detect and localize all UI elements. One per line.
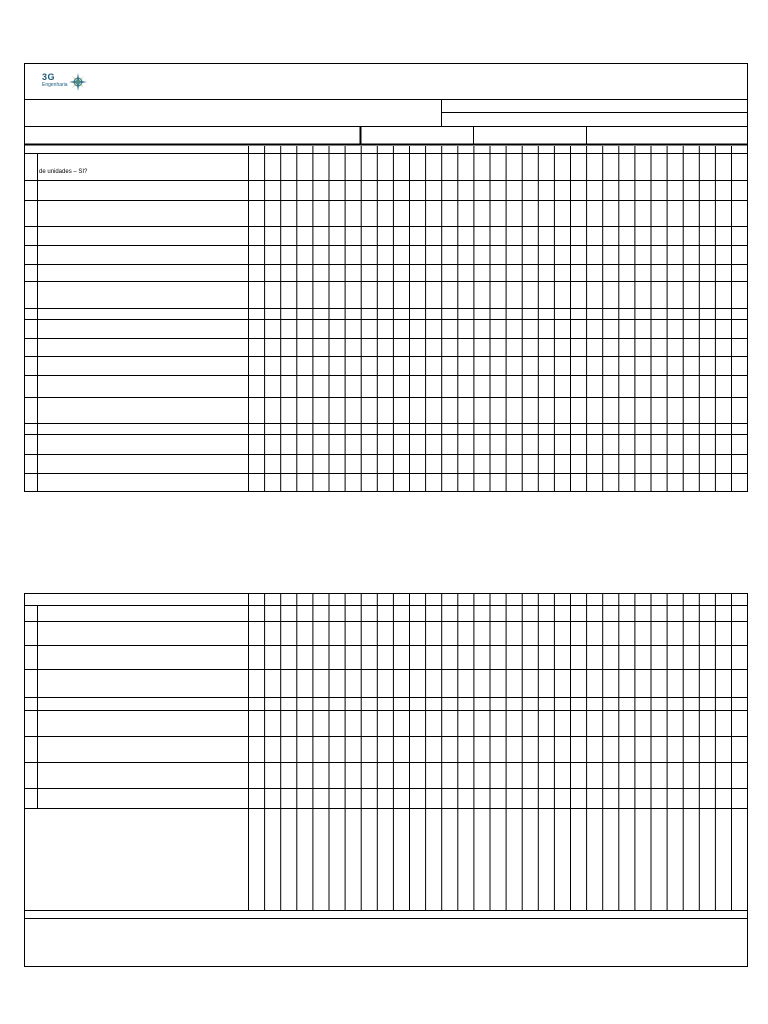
logo-subtitle: Engenharia: [42, 82, 68, 88]
section1-frame: [25, 64, 748, 492]
checklist-item-text: de unidades – SI?: [39, 169, 88, 175]
logo-name: 3G: [42, 72, 56, 82]
